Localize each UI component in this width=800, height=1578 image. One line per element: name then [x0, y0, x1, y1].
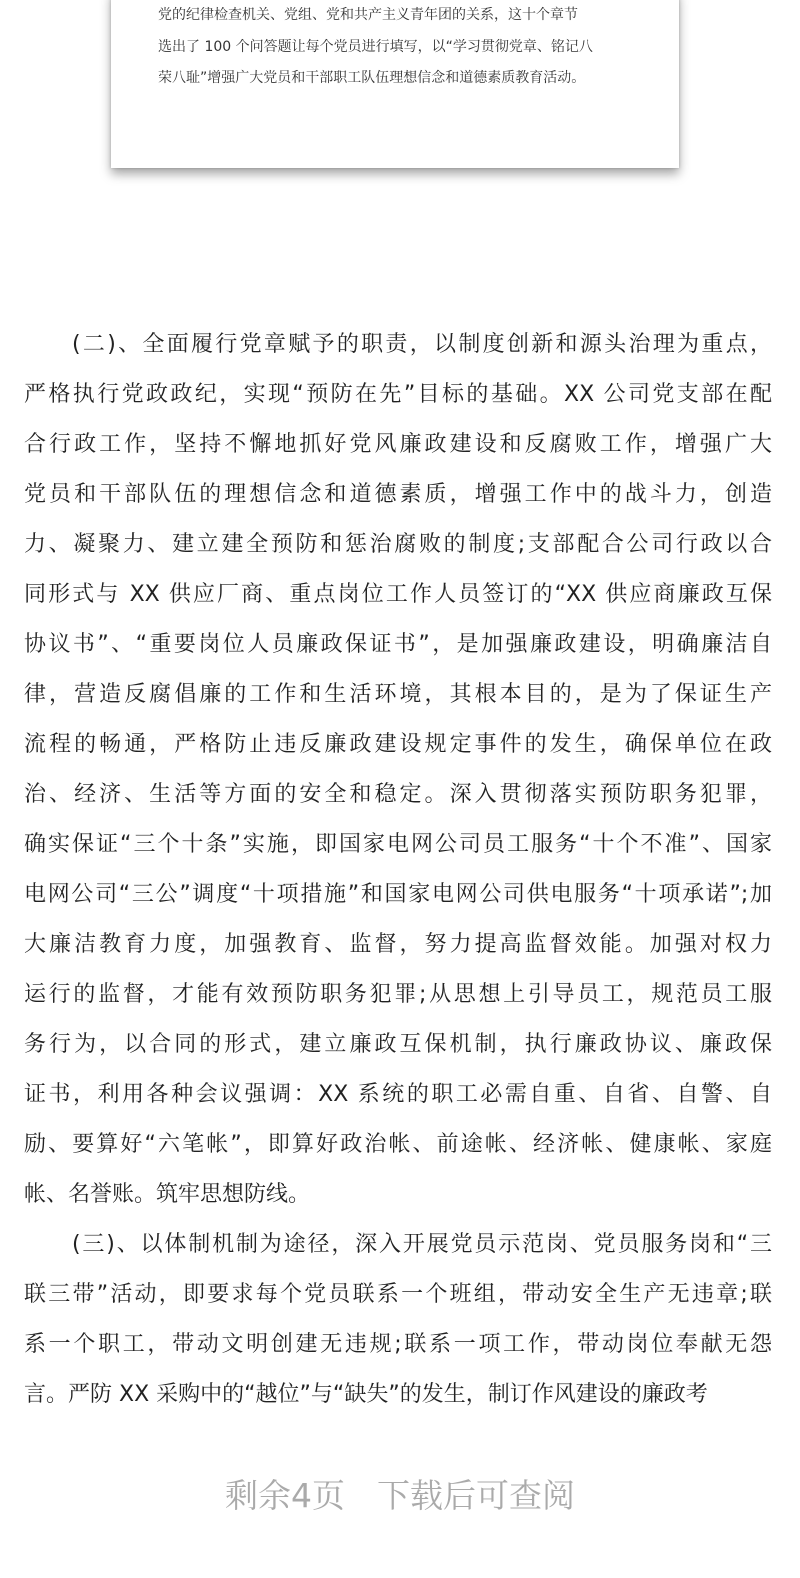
document-line: 大廉洁教育力度，加强教育、监督，努力提高监督效能。加强对权力 [24, 932, 772, 957]
document-line: 严格执行党政政纪，实现“预防在先”目标的基础。XX 公司党支部在配 [24, 382, 772, 407]
document-line: (二)、全面履行党章赋予的职责，以制度创新和源头治理为重点， [72, 332, 772, 357]
document-line: 律，营造反腐倡廉的工作和生活环境，其根本目的，是为了保证生产 [24, 682, 772, 707]
document-line: 电网公司“三公”调度“十项措施”和国家电网公司供电服务“十项承诺”;加 [24, 882, 772, 907]
document-line: 运行的监督，才能有效预防职务犯罪;从思想上引导员工，规范员工服 [24, 982, 772, 1007]
document-line: 言。严防 XX 采购中的“越位”与“缺失”的发生，制订作风建设的廉政考 [24, 1382, 708, 1407]
document-line: 同形式与 XX 供应厂商、重点岗位工作人员签订的“XX 供应商廉政互保 [24, 582, 772, 607]
card-line: 荣八耻”增强广大党员和干部职工队伍理想信念和道德素质教育活动。 [158, 70, 586, 86]
document-line: 帐、名誉账。筑牢思想防线。 [24, 1182, 311, 1207]
document-body [24, 328, 772, 1428]
document-line: 务行为，以合同的形式，建立廉政互保机制，执行廉政协议、廉政保 [24, 1032, 772, 1057]
document-line: 证书，利用各种会议强调：XX 系统的职工必需自重、自省、自警、自 [24, 1082, 772, 1107]
remaining-pages-notice[interactable] [0, 1470, 800, 1517]
document-preview-card [111, 0, 679, 168]
document-line: 联三带”活动，即要求每个党员联系一个班组，带动安全生产无违章;联 [24, 1282, 772, 1307]
document-line: 励、要算好“六笔帐”，即算好政治帐、前途帐、经济帐、健康帐、家庭 [24, 1132, 772, 1157]
document-line: 合行政工作，坚持不懈地抓好党风廉政建设和反腐败工作，增强广大 [24, 432, 772, 457]
document-line: (三)、以体制机制为途径，深入开展党员示范岗、党员服务岗和“三 [72, 1232, 772, 1257]
document-line: 治、经济、生活等方面的安全和稳定。深入贯彻落实预防职务犯罪， [24, 782, 772, 807]
document-line: 确实保证“三个十条”实施，即国家电网公司员工服务“十个不准”、国家 [24, 832, 772, 857]
download-hint[interactable]: 下载后可查阅 [377, 1476, 575, 1515]
document-line: 系一个职工，带动文明创建无违规;联系一项工作，带动岗位奉献无怨 [24, 1332, 772, 1357]
card-line: 选出了 100 个问答题让每个党员进行填写，以“学习贯彻党章、铭记八 [158, 39, 593, 55]
document-line: 协议书”、“重要岗位人员廉政保证书”，是加强廉政建设，明确廉洁自 [24, 632, 772, 657]
document-line: 力、凝聚力、建立建全预防和惩治腐败的制度;支部配合公司行政以合 [24, 532, 772, 557]
document-line: 党员和干部队伍的理想信念和道德素质，增强工作中的战斗力，创造 [24, 482, 772, 507]
remaining-pages-count: 剩余4页 [225, 1476, 345, 1515]
card-line: 党的纪律检查机关、党组、党和共产主义青年团的关系，这十个章节 [158, 7, 578, 23]
document-line: 流程的畅通，严格防止违反廉政建设规定事件的发生，确保单位在政 [24, 732, 772, 757]
